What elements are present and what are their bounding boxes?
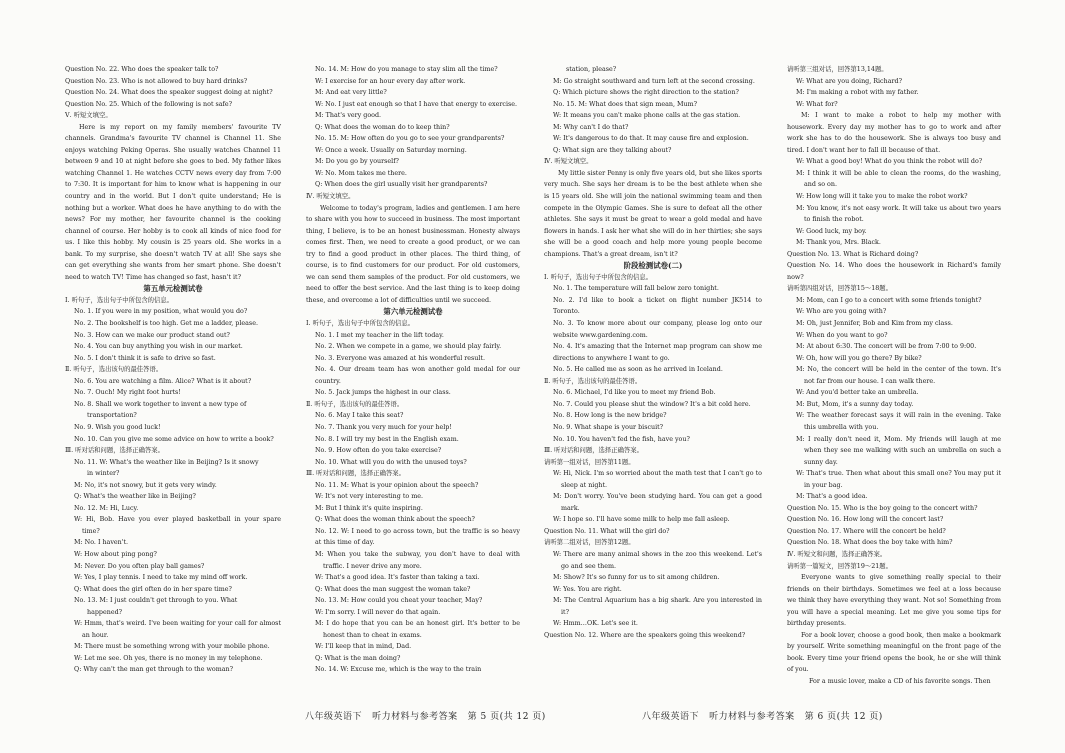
text-line: W: Hi, Nick. I'm so worried about the math test that I can't go to sleep at night. bbox=[553, 470, 762, 489]
text-line: Question No. 13. What is Richard doing? bbox=[787, 250, 919, 258]
text-line: W: What are you doing, Richard? bbox=[796, 77, 902, 85]
text-line: No. 14. W: Excuse me, which is the way to the train bbox=[315, 666, 482, 674]
text-line: Ⅱ. 听句子，选出该句的最佳答语。 bbox=[65, 366, 163, 374]
text-line: No. 15. M: What does that sign mean, Mum? bbox=[553, 100, 698, 108]
text-line: No. 1. The temperature will fall below zero tonight. bbox=[553, 285, 719, 293]
text-line: No. 13. M: How could you cheat your teacher, May? bbox=[315, 597, 483, 605]
text-line: No. 14. M: How do you manage to stay slim all the time? bbox=[315, 66, 498, 73]
text-line: Ⅱ. 听句子，选出该句的最佳答语。 bbox=[544, 377, 642, 385]
text-line: Ⅲ. 听对话和问题，选择正确答案。 bbox=[306, 470, 405, 478]
text-line: W: I'm sorry. I will never do that again. bbox=[315, 608, 441, 616]
text-line: No. 4. You can buy anything you wish in our market. bbox=[74, 343, 243, 351]
text-line: M: Don't worry. You've been studying hard. You can get a good mark. bbox=[553, 493, 762, 512]
text-line: transportation? bbox=[87, 412, 137, 420]
text-line: W: The weather forecast says it will rain in the evening. Take this umbrella with you. bbox=[796, 412, 1001, 431]
text-line: No. 2. The bookshelf is too high. Get me a ladder, please. bbox=[74, 320, 258, 328]
text-line: happened? bbox=[87, 608, 123, 616]
text-line: Ⅲ. 听对话和问题，选择正确答案。 bbox=[65, 447, 164, 455]
text-line: W: Let me see. Oh yes, there is no money in my telephone. bbox=[74, 654, 263, 662]
text-line: Q: What does the man suggest the woman take? bbox=[315, 585, 471, 593]
text-line: No. 5. He called me as soon as he arrived in Iceland. bbox=[553, 366, 723, 374]
text-line: No. 10. You haven't fed the fish, have you? bbox=[553, 435, 690, 443]
text-line: W: What a good boy! What do you think the robot will do? bbox=[796, 158, 983, 166]
text-line: 第六单元检测试卷 bbox=[383, 307, 443, 317]
text-line: No. 12. W: I need to go across town, but the traffic is so heavy at this time of day. bbox=[315, 527, 520, 547]
text-line: Q: What does the girl often do in her spare time? bbox=[74, 585, 232, 593]
text-line: W: No. Mom takes me there. bbox=[315, 169, 407, 177]
text-line: No. 2. I'd like to book a ticket on flight number JK514 to Toronto. bbox=[553, 296, 762, 316]
text-line: W: There are many animal shows in the zoo this weekend. Let's go and see them. bbox=[553, 550, 762, 570]
text-line: M: That's a good idea. bbox=[796, 493, 868, 501]
text-line: Question No. 14. Who does the housework in Richard's family now? bbox=[787, 262, 1001, 281]
text-line: M: There must be something wrong with your mobile phone. bbox=[74, 643, 270, 651]
text-line: W: It means you can't make phone calls at the gas station. bbox=[553, 112, 741, 120]
text-line: No. 9. How often do you take exercise? bbox=[315, 447, 442, 455]
text-line: No. 8. I will try my best in the English exam. bbox=[315, 435, 459, 443]
text-line: M: I'm making a robot with my father. bbox=[796, 89, 919, 97]
text-line: Ⅴ. 听短文填空。 bbox=[65, 112, 112, 120]
text-line: No. 2. When we compete in a game, we should play fairly. bbox=[315, 343, 502, 351]
text-line: No. 11. M: What is your opinion about the speech? bbox=[315, 481, 479, 489]
column-2 bbox=[306, 64, 520, 676]
text-line: Welcome to today's program, ladies and gentlemen. I am here to share with you how to succeed in business. The most important thing, I believe, is to be an honest businessman. Honesty always comes first. Then, we need to create a good product, or we can try to find a good product in other places. The third thing, of course, is to find customers for our product. For old customers, we can send them samples of the product. For old customers, we need to offer the best service. And the last thing is to keep doing these, and overcome a lot of difficulties until we succeed. bbox=[306, 204, 520, 304]
text-line: W: I'll keep that in mind, Dad. bbox=[315, 643, 412, 651]
text-line: W: It's not very interesting to me. bbox=[315, 493, 424, 501]
text-line: in winter? bbox=[87, 470, 120, 478]
text-line: W: How about ping pong? bbox=[74, 550, 157, 558]
column-3 bbox=[544, 64, 762, 641]
text-line: W: Who are you going with? bbox=[796, 308, 887, 316]
text-line: W: Hi, Bob. Have you ever played basketball in your spare time? bbox=[74, 516, 281, 535]
text-line: Question No. 22. Who does the speaker talk to? bbox=[65, 66, 219, 73]
text-line: W: I exercise for an hour every day after work. bbox=[315, 77, 466, 85]
text-line: M: At about 6:30. The concert will be from 7:00 to 9:00. bbox=[796, 343, 977, 351]
text-line: No. 1. If you were in my position, what would you do? bbox=[74, 308, 248, 316]
text-line: 请听第三组对话，回答第13,14题。 bbox=[787, 66, 888, 73]
text-line: No. 6. May I take this seat? bbox=[315, 412, 404, 420]
text-line: No. 10. Can you give me some advice on how to write a book? bbox=[74, 435, 274, 443]
text-line: No. 10. What will you do with the unused toys? bbox=[315, 458, 467, 466]
text-line: M: Go straight southward and turn left at the second crossing. bbox=[553, 77, 755, 85]
text-line: W: Once a week. Usually on Saturday morning. bbox=[315, 146, 467, 154]
text-line: M: No. I haven't. bbox=[74, 539, 129, 547]
text-line: M: But, Mom, it's a sunny day today. bbox=[796, 400, 914, 408]
text-line: Ⅳ. 听短文填空。 bbox=[544, 158, 593, 166]
text-line: Everyone wants to give something really special to their friends on their birthdays. Sometimes we feel at a loss because we think they have everything they want. Not so! Something from you will have a special meaning. Let me give you some tips for birthday presents. bbox=[787, 574, 1001, 628]
text-line: M: Mom, can I go to a concert with some friends tonight? bbox=[796, 296, 982, 304]
text-line: Q: Why can't the man get through to the woman? bbox=[74, 666, 234, 674]
text-line: Ⅳ. 听短文和问题，选择正确答案。 bbox=[787, 550, 887, 558]
text-line: Question No. 12. Where are the speakers going this weekend? bbox=[544, 631, 746, 639]
text-line: W: And you'd better take an umbrella. bbox=[796, 389, 919, 397]
text-line: No. 4. Our dream team has won another gold medal for our country. bbox=[315, 366, 520, 385]
text-line: No. 4. It's amazing that the Internet map program can show me directions to anywhere I want to go. bbox=[553, 343, 762, 362]
text-line: W: Yes. You are right. bbox=[553, 585, 622, 593]
text-line: Question No. 17. Where will the concert be held? bbox=[787, 527, 946, 535]
text-line: No. 9. Wish you good luck! bbox=[74, 423, 161, 431]
text-line: W: What for? bbox=[796, 100, 838, 108]
text-line: M: And eat very little? bbox=[315, 89, 387, 97]
text-line: 请听第二组对话，回答第12题。 bbox=[544, 539, 635, 547]
text-line: M: I want to make a robot to help my mother with housework. Every day my mother has to go to work and after work she has to do the housework. She is always too busy and tired. I don't want her to fall ill because of that. bbox=[787, 112, 1001, 154]
text-line: For a book lover, choose a good book, then make a bookmark by yourself. Write something meaningful on the front page of the book. Every time your friend opens the book, he or she will think of you. bbox=[787, 631, 1001, 674]
text-line: M: I do hope that you can be an honest girl. It's better to be honest than to cheat in exams. bbox=[315, 620, 520, 639]
text-line: No. 1. I met my teacher in the lift today. bbox=[315, 331, 444, 339]
text-line: W: Yes, I play tennis. I need to take my mind off work. bbox=[74, 574, 248, 582]
text-line: Question No. 24. What does the speaker suggest doing at night? bbox=[65, 89, 273, 97]
text-line: Q: What is the man doing? bbox=[315, 654, 401, 662]
column-4 bbox=[787, 64, 1001, 688]
text-line: W: Oh, how will you go there? By bike? bbox=[796, 354, 922, 362]
text-line: W: Good luck, my boy. bbox=[796, 227, 867, 235]
text-line: W: Hmm, that's weird. I've been waiting for your call for almost an hour. bbox=[74, 620, 281, 639]
text-line: No. 7. Could you please shut the window? It's a bit cold here. bbox=[553, 400, 751, 408]
text-line: Ⅰ. 听句子，选出句子中所包含的信息。 bbox=[544, 273, 653, 281]
text-line: Ⅲ. 听对话和问题，选择正确答案。 bbox=[544, 447, 643, 455]
text-line: Ⅰ. 听句子，选出句子中所包含的信息。 bbox=[306, 320, 415, 328]
text-line: Question No. 25. Which of the following is not safe? bbox=[65, 100, 233, 108]
text-line: My little sister Penny is only five years old, but she likes sports very much. She says her dream is to be the best athlete when she is 15 years old. She will join the national swimming team and then compete in the Olympic Games. She is sure to defeat all the other athletes. She says it must be great to wear a gold medal and have flowers in hands. I ask her what she will do in her thirties; she says she will be a good coach and help more young people become champions. That's a great dream, isn't it? bbox=[544, 169, 762, 258]
text-line: M: No, the concert will be held in the center of the town. It's not far from our house. I can walk there. bbox=[796, 366, 1001, 385]
text-line: Question No. 11. What will the girl do? bbox=[544, 527, 670, 535]
text-line: M: No, it's not snowy, but it gets very windy. bbox=[74, 481, 217, 489]
text-line: W: How long will it take you to make the robot work? bbox=[796, 193, 968, 201]
text-line: M: Do you go by yourself? bbox=[315, 158, 399, 166]
text-line: Question No. 23. Who is not allowed to buy hard drinks? bbox=[65, 77, 248, 85]
text-line: Q: What does the woman do to keep thin? bbox=[315, 123, 450, 131]
text-line: Question No. 15. Who is the boy going to the concert with? bbox=[787, 504, 978, 512]
text-line: No. 6. Michael, I'd like you to meet my friend Bob. bbox=[553, 389, 716, 397]
page-footer-left: 八年级英语下 听力材料与参考答案 第 5 页(共 12 页) bbox=[305, 712, 546, 722]
text-line: W: That's a good idea. It's faster than taking a taxi. bbox=[315, 574, 480, 582]
text-line: W: It's dangerous to do that. It may cause fire and explosion. bbox=[553, 135, 749, 143]
text-line: M: Never. Do you often play ball games? bbox=[74, 562, 205, 570]
text-line: M: But I think it's quite inspiring. bbox=[315, 504, 423, 512]
text-line: Q: What does the woman think about the speech? bbox=[315, 516, 475, 524]
text-line: W: No. I just eat enough so that I have that energy to exercise. bbox=[315, 100, 518, 108]
text-line: M: Thank you, Mrs. Black. bbox=[796, 239, 881, 247]
text-line: Ⅰ. 听句子，选出句子中所包含的信息。 bbox=[65, 296, 174, 304]
text-line: M: Show? It's so funny for us to sit among children. bbox=[553, 574, 720, 582]
text-line: Q: Which picture shows the right direction to the station? bbox=[553, 89, 739, 97]
text-line: No. 8. How long is the new bridge? bbox=[553, 412, 667, 420]
text-line: M: I think it will be able to clean the rooms, do the washing, and so on. bbox=[796, 169, 1001, 189]
text-line: M: Why can't I do that? bbox=[553, 123, 629, 131]
text-line: 请听第四组对话，回答第15～18题。 bbox=[787, 285, 892, 293]
text-line: Here is my report on my family members' favourite TV channels. Grandma's favourite TV channel is Channel 11. She enjoys watching Peking Operas. She usually watches Channel 11 between 9 and 10 at night before she goes to bed. My father likes watching Channel 1. He watches CCTV news every day from 7:00 to 7:30. It is important for him to know what is happening in our country and in the world. But I don't quite understand; He is nothing but a worker. What does he have anything to do with the news? For my mother, her favourite channel is the cooking channel of course. Her hobby is to cook all kinds of nice food for us. I like this hobby. My cousin is 25 years old. She works in a bank. To my surprise, she doesn't watch TV at all! She says she can get everything she wants from her smart phone. She doesn't need to watch TV! Time has changed so fast, hasn't it? bbox=[65, 123, 281, 281]
text-line: 请听第一篇短文，回答第19～21题。 bbox=[787, 562, 892, 570]
text-line: For a music lover, make a CD of his favorite songs. Then bbox=[809, 677, 991, 685]
text-line: M: You know, it's not easy work. It will take us about two years to finish the robot. bbox=[796, 204, 1001, 224]
text-line: Question No. 16. How long will the concert last? bbox=[787, 516, 944, 524]
text-line: No. 3. How can we make our product stand out? bbox=[74, 331, 230, 339]
text-line: No. 7. Thank you very much for your help! bbox=[315, 423, 452, 431]
text-line: No. 12. M: Hi, Lucy. bbox=[74, 504, 139, 512]
text-line: No. 13. M: I just couldn't get through to you. What bbox=[74, 597, 238, 605]
text-line: No. 6. You are watching a film. Alice? What is it about? bbox=[74, 377, 252, 385]
text-line: Ⅳ. 听短文填空。 bbox=[306, 193, 355, 201]
text-line: station, please? bbox=[566, 66, 617, 73]
text-line: 阶段检测试卷(二) bbox=[623, 261, 683, 271]
text-line: M: When you take the subway, you don't have to deal with traffic. I never drive any more. bbox=[315, 550, 520, 570]
text-line: No. 7. Ouch! My right foot hurts! bbox=[74, 389, 181, 397]
text-line: No. 11. W: What's the weather like in Beijing? Is it snowy bbox=[74, 458, 259, 466]
text-line: M: That's very good. bbox=[315, 112, 382, 120]
text-line: 请听第一组对话，回答第11题。 bbox=[544, 458, 635, 466]
text-line: W: When do you want to go? bbox=[796, 331, 888, 339]
text-line: Q: What sign are they talking about? bbox=[553, 146, 672, 154]
text-line: No. 9. What shape is your biscuit? bbox=[553, 423, 664, 431]
text-line: No. 15. M: How often do you go to see your grandparents? bbox=[315, 135, 505, 143]
page-footer-right: 八年级英语下 听力材料与参考答案 第 6 页(共 12 页) bbox=[642, 712, 883, 722]
text-line: No. 3. To know more about our company, please log onto our website www.gardening.com. bbox=[553, 320, 762, 339]
text-line: Q: What's the weather like in Beijing? bbox=[74, 493, 196, 501]
text-line: No. 5. I don't think it is safe to drive so fast. bbox=[74, 354, 216, 362]
text-line: M: Oh, just Jennifer, Bob and Kim from my class. bbox=[796, 320, 953, 328]
text-line: No. 3. Everyone was amazed at his wonderful result. bbox=[315, 354, 485, 362]
column-1 bbox=[65, 64, 281, 676]
text-line: No. 5. Jack jumps the highest in our class. bbox=[315, 389, 451, 397]
text-line: M: I really don't need it, Mom. My friends will laugh at me when they see me walking with such an umbrella on such a sunny day. bbox=[796, 435, 1001, 466]
text-line: Q: When does the girl usually visit her grandparents? bbox=[315, 181, 488, 189]
text-line: W: I hope so. I'll have some milk to help me fall asleep. bbox=[553, 516, 730, 524]
text-line: 第五单元检测试卷 bbox=[143, 284, 203, 294]
text-line: No. 8. Shall we work together to invent a new type of bbox=[74, 400, 247, 408]
text-line: Question No. 18. What does the boy take with him? bbox=[787, 539, 953, 547]
text-line: W: That's true. Then what about this small one? You may put it in your bag. bbox=[796, 470, 1001, 489]
text-line: Ⅱ. 听句子，选出该句的最佳答语。 bbox=[306, 400, 404, 408]
text-line: W: Hmm…OK. Let's see it. bbox=[553, 620, 638, 628]
text-line: M: The Central Aquarium has a big shark. Are you interested in it? bbox=[553, 597, 762, 616]
